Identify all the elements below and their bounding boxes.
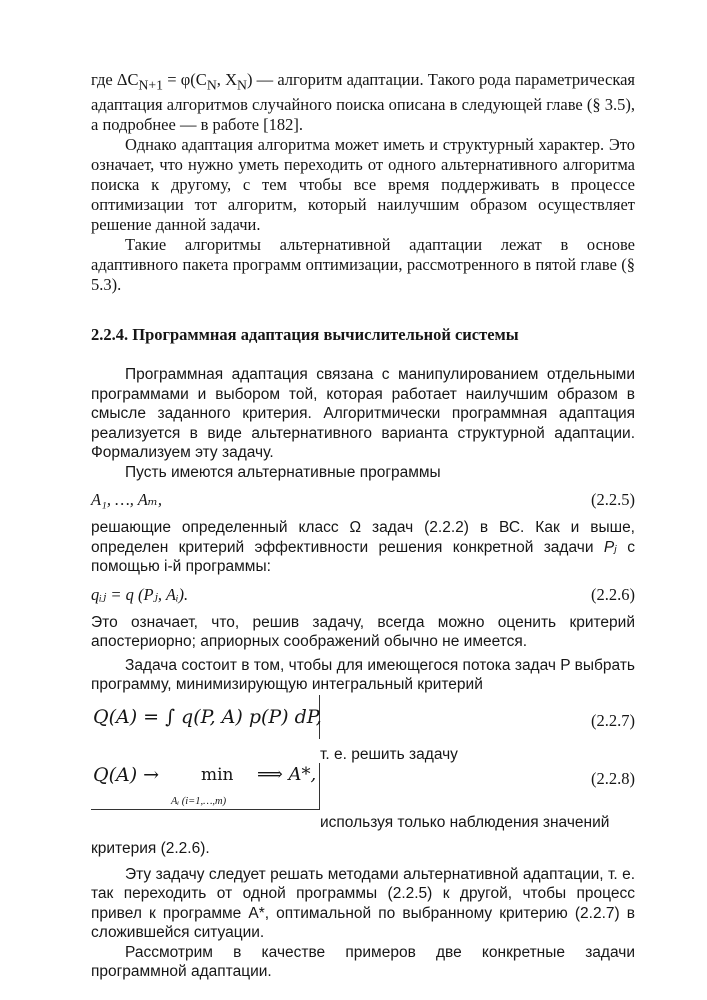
equation-lhs: Q(A) → bbox=[93, 763, 160, 786]
paragraph-5: Пусть имеются альтернативные программы bbox=[125, 463, 441, 481]
paragraph-4: Программная адаптация связана с манипулированием отдельными программами и выбором той, которая работает наилучшим образом в смысле заданного критерия. Алгоритмически программная адаптация реализуется в виде альтернативного варианта структурной адаптации. Формализуем эту задачу. bbox=[91, 366, 635, 462]
paragraph-2: Однако адаптация алгоритма может иметь и структурный характер. Это означает, что нужно уметь переходить от одного альтернативного алгоритма поиска к другому, с тем чтобы все время поддерживать в процессе оптимизации тот алгоритм, который наилучшим образом осуществляет решение данной задачи. bbox=[91, 135, 635, 235]
equation-number: (2.2.6) bbox=[591, 584, 635, 604]
section-heading: 2.2.4. Программная адаптация вычислительной системы bbox=[91, 325, 519, 345]
equations-block bbox=[91, 695, 635, 863]
equation-2-2-7 bbox=[91, 701, 635, 745]
equation-lhs: Q(A) = ∫ q(P, A) p(P) dP, bbox=[93, 705, 322, 728]
equation-2-2-5 bbox=[91, 488, 635, 512]
page-content bbox=[91, 70, 635, 982]
paragraph-8: Задача состоит в том, чтобы для имеющегося потока задач P выбрать программу, минимизирующую интегральный критерий bbox=[91, 656, 635, 694]
paragraph-1: где $\Delta C_{N+1} = \varphi(C_N$, $X_N$) — алгоритм адаптации. Такого рода параметрическая адаптация алгоритмов случайного поиска описана в следующей главе (§ 3.5), а подробнее — в работе [182]. bbox=[91, 70, 635, 135]
equation-lhs: qᵢⱼ = q (Pⱼ, Aᵢ). bbox=[91, 584, 189, 604]
equation-number: (2.2.8) bbox=[591, 768, 635, 788]
text-criterion: критерия (2.2.6). bbox=[91, 839, 210, 857]
equation-number: (2.2.5) bbox=[591, 490, 635, 510]
text-using: используя только наблюдения значений bbox=[320, 813, 610, 831]
paragraph-10: Рассмотрим в качестве примеров две конкретные задачи программной адаптации. bbox=[91, 943, 635, 981]
paragraph-9: Эту задачу следует решать методами альтернативной адаптации, т. е. так переходить от одной программы (2.2.5) к другой, чтобы процесс привел к программе A*, оптимальной по выбранному критерию (2.2.7) в сложившейся ситуации. bbox=[91, 865, 635, 942]
text-te: т. е. решить задачу bbox=[320, 745, 458, 763]
equation-min: min bbox=[201, 764, 234, 785]
paragraph-3: Такие алгоритмы альтернативной адаптации лежат в основе адаптивного пакета программ оптимизации, рассмотренного в пятой главе (§ 5.3). bbox=[91, 235, 635, 295]
paragraph-7: Это означает, что, решив задачу, всегда можно оценить критерий апостериорно; априорных соображений обычно не имеется. bbox=[91, 613, 635, 651]
equation-lhs: A₁, …, Aₘ, bbox=[91, 490, 163, 510]
divider-line bbox=[319, 795, 320, 809]
paragraph-6: решающие определенный класс Ω задач (2.2.2) в ВС. Как и выше, определен критерий эффективности решения конкретной задачи Pⱼ с помощью i-й программы: bbox=[91, 519, 635, 576]
equation-2-2-8 bbox=[91, 765, 635, 815]
underline-rule bbox=[91, 809, 320, 810]
equation-subscript: Aᵢ (i=1,…,m) bbox=[171, 795, 227, 807]
equation-number: (2.2.7) bbox=[591, 710, 635, 730]
equation-arrow: ⟹ A*, bbox=[257, 763, 317, 785]
equation-2-2-6 bbox=[91, 583, 635, 607]
